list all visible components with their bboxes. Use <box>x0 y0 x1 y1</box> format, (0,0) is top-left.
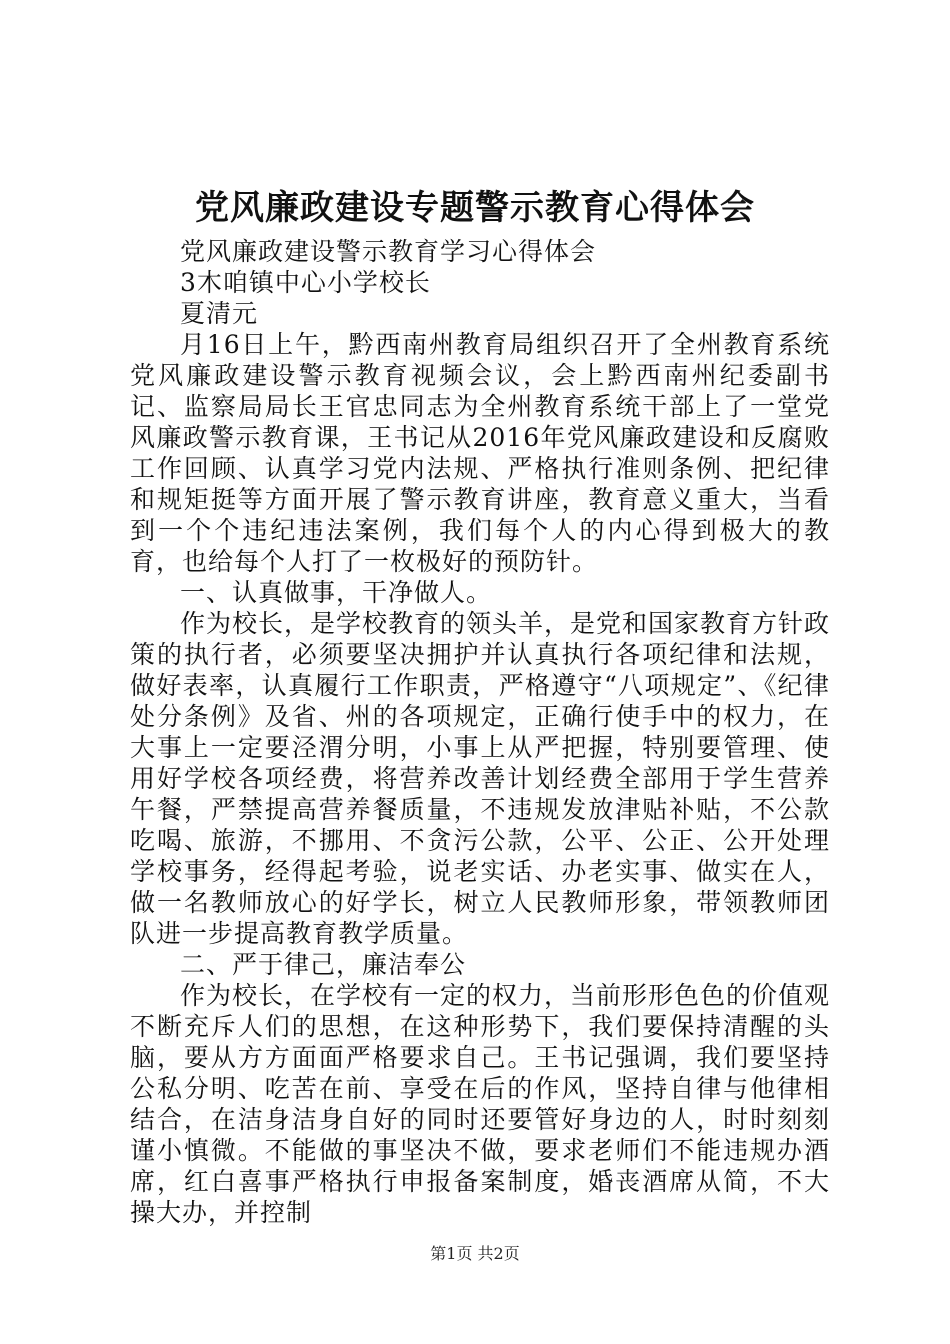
section-paragraph-1: 作为校长，是学校教育的领头羊，是党和国家教育方针政策的执行者，必须要坚决拥护并认真执行各项纪律和法规，做好表率，认真履行工作职责，严格遵守“八项规定”、《纪律处分条例》及省、州的各项规定，正确行使手中的权力，在大事上一定要泾渭分明，小事上从严把握，特别要管理、使用好学校各项经费，将营养改善计划经费全部用于学生营养午餐，严禁提高营养餐质量，不违规发放津贴补贴，不公款吃喝、旅游，不挪用、不贪污公款，公平、公正、公开处理学校事务，经得起考验，说老实话、办老实事、做实在人，做一名教师放心的好学长，树立人民教师形象，带领教师团队进一步提高教育教学质量。 <box>130 609 831 948</box>
section-paragraph-2: 作为校长，在学校有一定的权力，当前形形色色的价值观不断充斥人们的思想，在这种形势下，我们要保持清醒的头脑，要从方方面面严格要求自己。王书记强调，我们要坚持公私分明、吃苦在前、享受在后的作风，坚持自律与他律相结合，在洁身洁身自好的同时还要管好身边的人，时时刻刻谨小慎微。不能做的事坚决不做，要求老师们不能违规办酒席，红白喜事严格执行申报备案制度，婚丧酒席从简，不大操大办，并控制 <box>130 981 831 1227</box>
document-body <box>130 236 830 1228</box>
section-heading-1: 一、认真做事，干净做人。 <box>180 578 493 607</box>
document-title: 党风廉政建设专题警示教育心得体会 <box>195 188 755 228</box>
section-heading-2: 二、严于律己，廉洁奉公 <box>180 950 467 979</box>
page-number-footer: 第1页 共2页 <box>430 1244 520 1263</box>
author-name: 夏清元 <box>180 299 259 328</box>
intro-paragraph: 月16日上午，黔西南州教育局组织召开了全州教育系统党风廉政建设警示教育视频会议，会上黔西南州纪委副书记、监察局局长王官忠同志为全州教育系统干部上了一堂党风廉政警示教育课，王书记从2016年党风廉政建设和反腐败工作回顾、认真学习党内法规、严格执行准则条例、把纪律和规矩挺等方面开展了警示教育讲座，教育意义重大，当看到一个个违纪违法案例，我们每个人的内心得到极大的教育，也给每个人打了一枚极好的预防针。 <box>130 330 830 576</box>
author-affiliation: 3木咱镇中心小学校长 <box>180 268 431 297</box>
subtitle-line: 党风廉政建设警示教育学习心得体会 <box>180 237 597 266</box>
